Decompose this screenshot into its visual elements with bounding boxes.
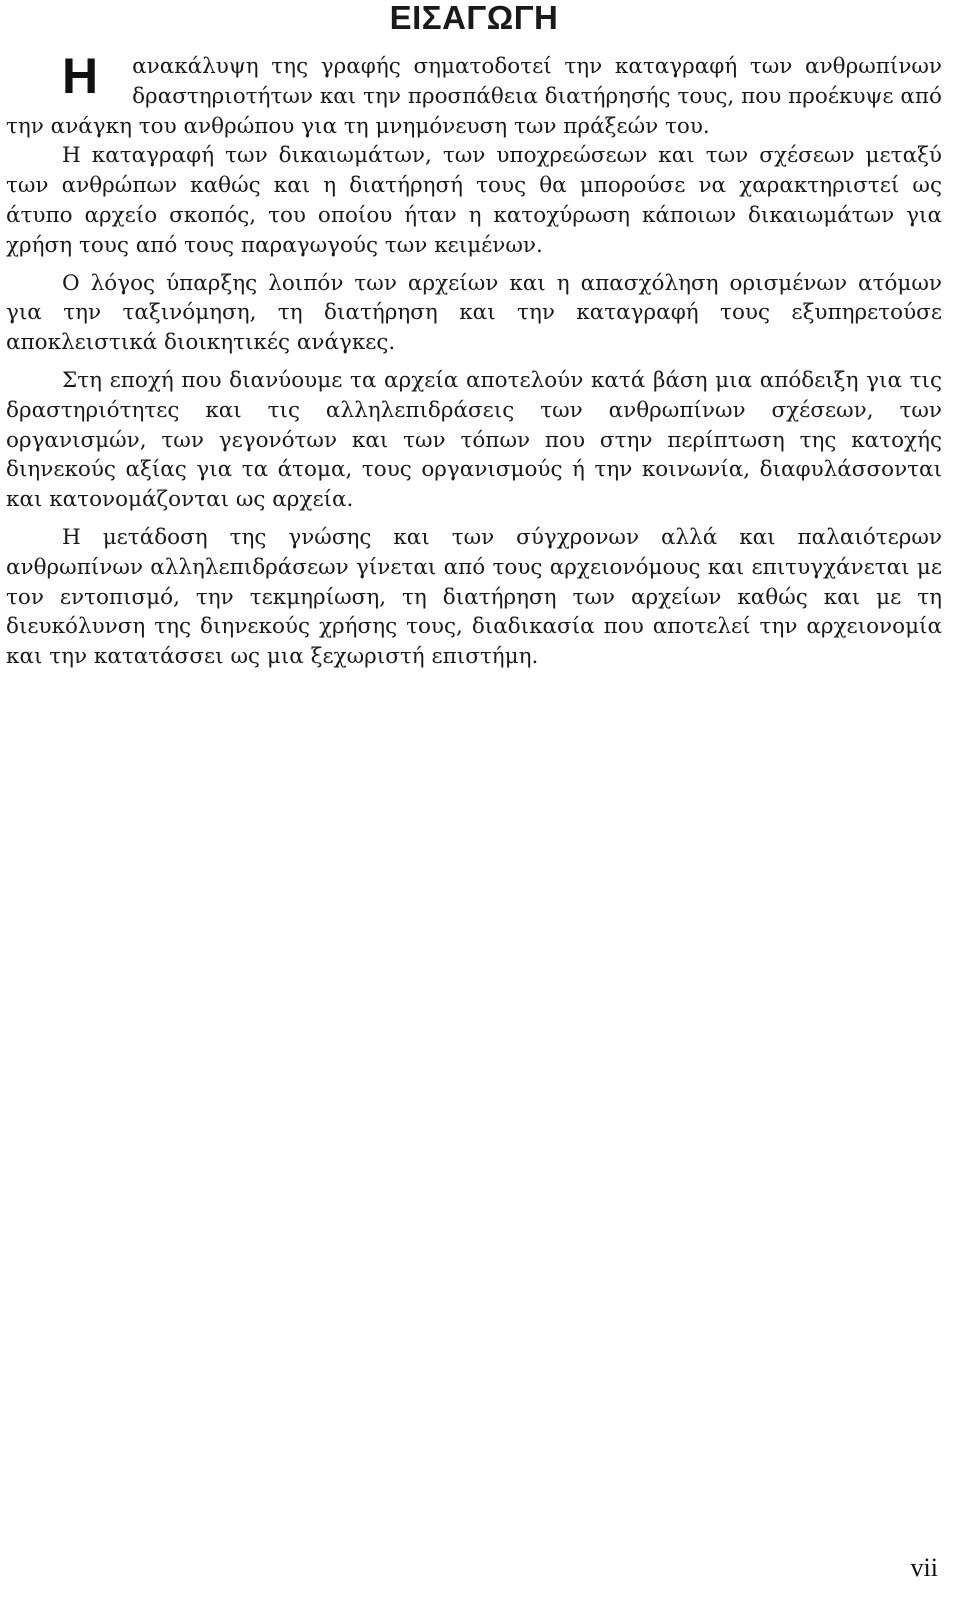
chapter-title: ΕΙΣΑΓΩΓΗ [389, 0, 559, 36]
paragraph-5: Η μετάδοση της γνώσης και των σύγχρονων αλλά και παλαιότερων ανθρωπίνων αλληλεπιδράσεων γίνεται από τους αρχειονόμους και επιτυγχάνεται με τον εντοπισμό, την τεκμηρίωση, τη διατήρηση των αρχείων καθώς και με τη διευκόλυνση της διηνεκούς χρήσης τους, διαδικασία που αποτελεί την αρχειονομία και την κατατάσσει ως μια ξεχωριστή επιστήμη. [6, 524, 942, 670]
paragraph-1 [6, 48, 942, 141]
page-number: vii [910, 1553, 938, 1582]
paragraph-1-text: ανακάλυψη της γραφής σηματοδοτεί την καταγραφή των ανθρωπίνων δραστηριοτήτων και την προσπάθεια διατήρησής τους, που προέκυψε από την ανάγκη του ανθρώπου για τη μνημόνευση των πράξεών του. [6, 54, 942, 139]
page-content [6, 0, 942, 672]
paragraph-3: Ο λόγος ύπαρξης λοιπόν των αρχείων και η απασχόληση ορισμένων ατόμων για την ταξινόμηση, τη διατήρηση και την καταγραφή τους εξυπηρετούσε αποκλειστικά διοικητικές ανάγκες. [6, 270, 942, 356]
body-text [6, 48, 942, 672]
paragraph-2: Η καταγραφή των δικαιωμάτων, των υποχρεώσεων και των σχέσεων μεταξύ των ανθρώπων καθώς και η διατήρησή τους θα μπορούσε να χαρακτηριστεί ως άτυπο αρχείο σκοπός, του οποίου ήταν η κατοχύρωση κάποιων δικαιωμάτων για χρήση τους από τους παραγωγούς των κειμένων. [6, 143, 942, 258]
drop-cap: Η [62, 48, 99, 104]
paragraph-4: Στη εποχή που διανύουμε τα αρχεία αποτελούν κατά βάση μια απόδειξη για τις δραστηριότητες και τις αλληλεπιδράσεις των ανθρωπίνων σχέσεων, των οργανισμών, των γεγονότων και των τόπων που στην περίπτωση της κατοχής διηνεκούς αξίας για τα άτομα, τους οργανισμούς ή την κοινωνία, διαφυλάσσονται και κατονομάζονται ως αρχεία. [6, 367, 942, 513]
